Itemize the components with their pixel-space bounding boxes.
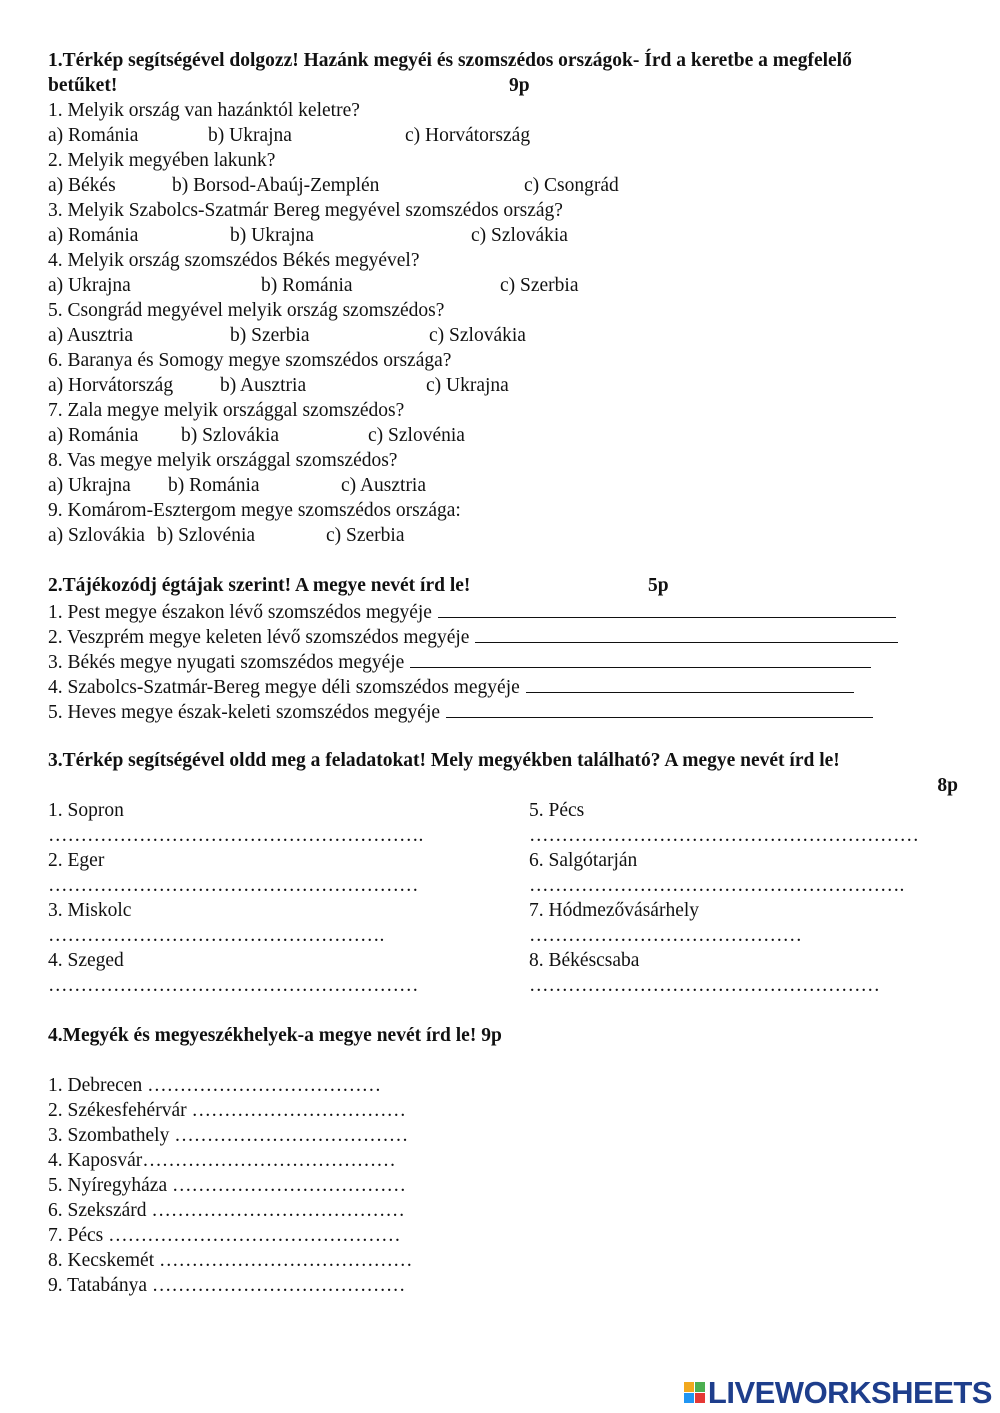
answer-dots[interactable]: ………………………………………………… — [48, 875, 419, 896]
answer-option-b[interactable]: b) Románia — [261, 275, 353, 296]
section-2-heading: 2.Tájékozódj égtájak szerint! A megye nevét írd le! — [48, 575, 471, 596]
answer-option-c[interactable]: c) Ukrajna — [426, 375, 509, 396]
answer-blank[interactable] — [438, 598, 896, 618]
direction-item — [48, 673, 958, 698]
answer-option-b[interactable]: b) Borsod-Abaúj-Zemplén — [172, 175, 380, 196]
liveworksheets-logo — [684, 1375, 992, 1410]
question-label: 6. Baranya és Somogy megye szomszédos országa? — [48, 350, 452, 371]
answer-dots[interactable]: ……………………………………………. — [48, 925, 385, 946]
answer-dots[interactable]: ……………………………………………… — [529, 975, 880, 996]
answer-option-a[interactable]: a) Románia — [48, 425, 139, 446]
answer-option-b[interactable]: b) Ausztria — [220, 375, 307, 396]
question-label: 9. Komárom-Esztergom megye szomszédos országa: — [48, 500, 461, 521]
answer-option-b[interactable]: b) Ukrajna — [230, 225, 314, 246]
section-2-items — [48, 598, 958, 723]
answer-option-b[interactable]: b) Ukrajna — [208, 125, 292, 146]
section-2-heading-row — [48, 573, 958, 598]
answer-option-c[interactable]: c) Szerbia — [500, 275, 579, 296]
answer-option-a[interactable]: a) Románia — [48, 225, 139, 246]
city-label: 3. Miskolc — [48, 900, 132, 921]
answer-options-row — [48, 223, 958, 248]
answer-option-a[interactable]: a) Ukrajna — [48, 475, 131, 496]
question-label: 8. Vas megye melyik országgal szomszédos? — [48, 450, 398, 471]
question-label: 2. Melyik megyében lakunk? — [48, 150, 276, 171]
answer-dots[interactable]: …………………………………………………. — [48, 825, 424, 846]
answer-dots[interactable]: …………………………………………………… — [529, 825, 919, 846]
answer-option-a[interactable]: a) Ausztria — [48, 325, 134, 346]
answer-option-b[interactable]: b) Szlovákia — [181, 425, 280, 446]
question-text — [48, 198, 958, 223]
city-label: 2. Eger — [48, 850, 105, 871]
section-2-points: 5p — [648, 575, 669, 596]
answer-option-a[interactable]: a) Békés — [48, 175, 116, 196]
section-3-column-right — [529, 798, 959, 998]
section-3 — [48, 748, 958, 998]
answer-option-c[interactable]: c) Csongrád — [524, 175, 619, 196]
answer-options-row — [48, 523, 958, 548]
answer-option-c[interactable]: c) Horvátország — [405, 125, 531, 146]
answer-blank[interactable] — [446, 698, 873, 718]
answer-options-row — [48, 273, 958, 298]
worksheet-page — [48, 48, 958, 1298]
county-seat-item[interactable]: 6. Szekszárd ………………………………… — [48, 1200, 405, 1221]
question-text — [48, 298, 958, 323]
direction-item-label: 1. Pest megye északon lévő szomszédos megyéje — [48, 602, 432, 623]
section-4-items — [48, 1073, 958, 1298]
question-label: 3. Melyik Szabolcs-Szatmár Bereg megyével szomszédos ország? — [48, 200, 563, 221]
answer-option-a[interactable]: a) Szlovákia — [48, 525, 145, 546]
county-seat-item[interactable]: 4. Kaposvár………………………………… — [48, 1150, 396, 1171]
section-1 — [48, 48, 958, 548]
section-3-points-row — [48, 773, 958, 798]
section-1-heading-line1 — [48, 48, 958, 73]
question-label: 5. Csongrád megyével melyik ország szomszédos? — [48, 300, 445, 321]
section-3-heading: 3.Térkép segítségével oldd meg a feladatokat! Mely megyékben található? A megye nevét írd le! — [48, 750, 840, 771]
answer-option-a[interactable]: a) Románia — [48, 125, 139, 146]
answer-blank[interactable] — [526, 673, 854, 693]
section-1-heading-text: 1.Térkép segítségével dolgozz! Hazánk megyéi és szomszédos országok- Írd a keretbe a megfelelő — [48, 50, 852, 71]
question-label: 4. Melyik ország szomszédos Békés megyével? — [48, 250, 420, 271]
section-3-heading-row — [48, 748, 958, 773]
section-4-heading-row — [48, 1023, 958, 1048]
answer-option-b[interactable]: b) Románia — [168, 475, 260, 496]
answer-options-row — [48, 323, 958, 348]
answer-blank[interactable] — [410, 648, 871, 668]
answer-option-c[interactable]: c) Szerbia — [326, 525, 405, 546]
answer-blank[interactable] — [475, 623, 898, 643]
question-label: 1. Melyik ország van hazánktól keletre? — [48, 100, 360, 121]
answer-options-row — [48, 373, 958, 398]
city-label: 4. Szeged — [48, 950, 124, 971]
county-seat-item[interactable]: 9. Tatabánya ………………………………… — [48, 1275, 406, 1296]
logo-mark-icon — [684, 1382, 705, 1403]
section-3-column-left — [48, 798, 478, 998]
section-2 — [48, 573, 958, 723]
section-4-heading: 4.Megyék és megyeszékhelyek-a megye nevét írd le! 9p — [48, 1025, 502, 1046]
answer-dots[interactable]: ………………………………………………… — [48, 975, 419, 996]
answer-option-b[interactable]: b) Szerbia — [230, 325, 310, 346]
direction-item-label: 4. Szabolcs-Szatmár-Bereg megye déli szomszédos megyéje — [48, 677, 520, 698]
section-1-questions — [48, 98, 958, 548]
section-1-heading-text-2: betűket! — [48, 75, 118, 96]
question-text — [48, 98, 958, 123]
section-1-points: 9p — [509, 75, 530, 96]
county-seat-item[interactable]: 2. Székesfehérvár …………………………… — [48, 1100, 406, 1121]
answer-option-b[interactable]: b) Szlovénia — [157, 525, 256, 546]
direction-item-label: 3. Békés megye nyugati szomszédos megyéje — [48, 652, 405, 673]
answer-option-a[interactable]: a) Ukrajna — [48, 275, 131, 296]
logo-text: LIVEWORKSHEETS — [707, 1375, 992, 1410]
city-label: 5. Pécs — [529, 800, 585, 821]
question-text — [48, 348, 958, 373]
city-label: 6. Salgótarján — [529, 850, 638, 871]
answer-option-c[interactable]: c) Szlovákia — [471, 225, 568, 246]
city-label: 1. Sopron — [48, 800, 124, 821]
section-3-points: 8p — [937, 775, 958, 796]
direction-item — [48, 598, 958, 623]
answer-dots[interactable]: …………………………………………………. — [529, 875, 905, 896]
county-seat-item[interactable]: 1. Debrecen ……………………………… — [48, 1075, 382, 1096]
city-label: 7. Hódmezővásárhely — [529, 900, 700, 921]
answer-options-row — [48, 173, 958, 198]
answer-options-row — [48, 123, 958, 148]
county-seat-item[interactable]: 8. Kecskemét ………………………………… — [48, 1250, 413, 1271]
direction-item — [48, 698, 958, 723]
direction-item — [48, 623, 958, 648]
answer-option-a[interactable]: a) Horvátország — [48, 375, 174, 396]
section-1-heading-line2 — [48, 73, 958, 98]
question-label: 7. Zala megye melyik országgal szomszédos? — [48, 400, 405, 421]
answer-option-c[interactable]: c) Szlovénia — [368, 425, 465, 446]
answer-option-c[interactable]: c) Szlovákia — [429, 325, 526, 346]
section-3-grid — [48, 798, 958, 998]
question-text — [48, 398, 958, 423]
question-text — [48, 148, 958, 173]
question-text — [48, 448, 958, 473]
county-seat-item[interactable]: 5. Nyíregyháza ……………………………… — [48, 1175, 406, 1196]
direction-item — [48, 648, 958, 673]
direction-item-label: 5. Heves megye észak-keleti szomszédos megyéje — [48, 702, 441, 723]
answer-options-row — [48, 473, 958, 498]
answer-options-row — [48, 423, 958, 448]
answer-option-c[interactable]: c) Ausztria — [341, 475, 427, 496]
section-4 — [48, 1023, 958, 1298]
county-seat-item[interactable]: 7. Pécs ……………………………………… — [48, 1225, 401, 1246]
question-text — [48, 498, 958, 523]
city-label: 8. Békéscsaba — [529, 950, 640, 971]
question-text — [48, 248, 958, 273]
county-seat-item[interactable]: 3. Szombathely ……………………………… — [48, 1125, 409, 1146]
answer-dots[interactable]: …………………………………… — [529, 925, 802, 946]
direction-item-label: 2. Veszprém megye keleten lévő szomszédos megyéje — [48, 627, 470, 648]
